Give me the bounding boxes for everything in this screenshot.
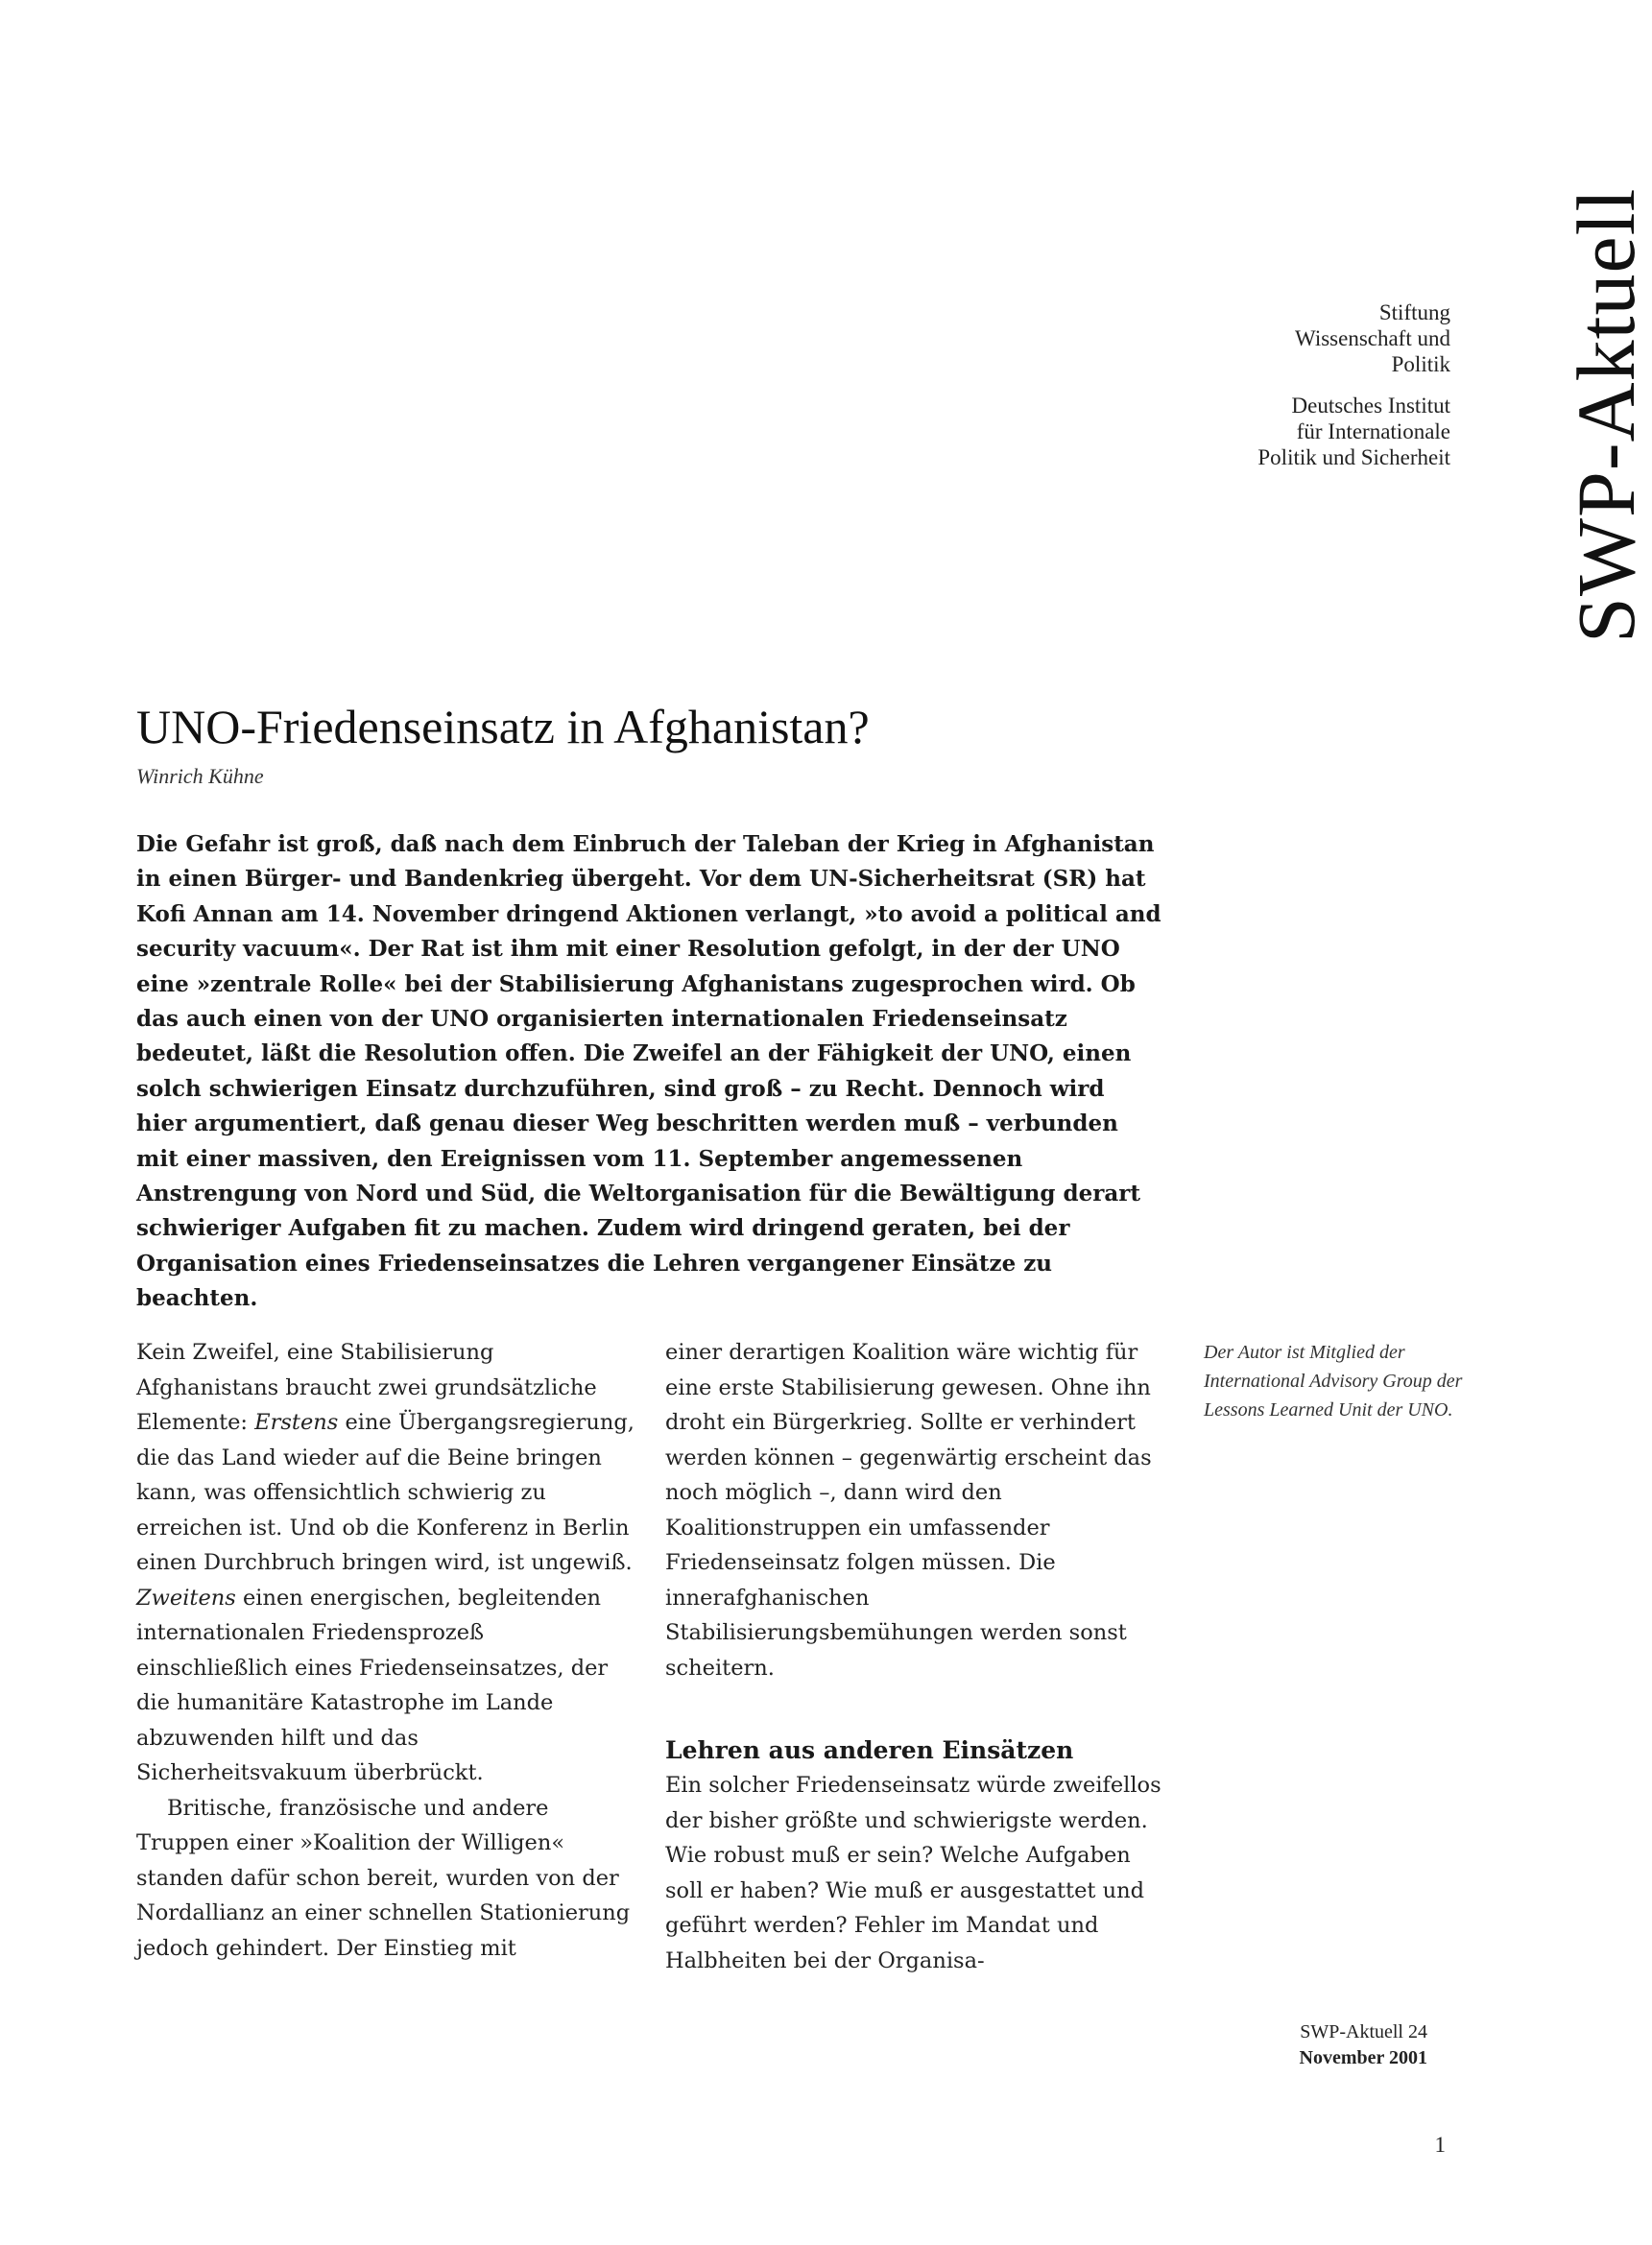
text-run: eine Übergangsregierung, die das Land wieder auf die Beine bringen kann, was offensichtlich schwierig zu erreichen ist. Und ob die Konferenz in Berlin einen Durchbruch bringen wird, ist ungewiß. <box>136 1410 634 1575</box>
section-heading: Lehren aus anderen Einsätzen <box>665 1736 1074 1764</box>
institute-line: Politik und Sicherheit <box>1257 445 1450 469</box>
series-label: SWP-Aktuell 24 <box>1300 2021 1427 2042</box>
body-paragraph: Britische, französische und andere Truppen einer »Koalition der Willigen« standen dafür schon bereit, wurden von der Nordallianz an einer schnellen Stationierung jedoch gehindert. Der Einstieg mit <box>136 1795 631 1961</box>
issue-date: November 2001 <box>1299 2047 1427 2068</box>
institute-line: Wissenschaft und <box>1295 326 1450 350</box>
page-number: 1 <box>1434 2133 1446 2157</box>
body-paragraph: einer derartigen Koalition wäre wichtig für eine erste Stabilisierung gewesen. Ohne ihn droht ein Bürgerkrieg. Sollte er verhindert werden können – gegenwärtig erscheint das noch möglich –, dann wird den Koalitionstruppen ein umfassender Friedenseinsatz folgen müssen. Die innerafghanischen Stabilisierungsbemühungen werden sonst scheitern. <box>665 1340 1152 1681</box>
text-run: Kein Zweifel, eine Stabilisierung Afghanistans braucht zwei grundsätzliche Elemente: <box>136 1340 597 1435</box>
article-title: UNO-Friedenseinsatz in Afghanistan? <box>136 700 870 753</box>
body-paragraph <box>136 1335 635 1791</box>
author-name: Winrich Kühne <box>136 764 264 788</box>
abstract: Die Gefahr ist groß, daß nach dem Einbruch der Taleban der Krieg in Afghanistan in einen Bürger- und Bandenkrieg übergeht. Vor dem UN-Sicherheitsrat (SR) hat Kofi Annan am 14. November dringend Aktionen verlangt, »to avoid a political and security vacuum«. Der Rat ist ihm mit einer Resolution gefolgt, in der der UNO eine »zentrale Rolle« bei der Stabilisierung Afghanistans zugesprochen wird. Ob das auch einen von der UNO organisierten internationalen Friedenseinsatz bedeutet, läßt die Resolution offen. Die Zweifel an der Fähigkeit der UNO, einen solch schwierigen Einsatz durchzuführen, sind groß – zu Recht. Dennoch wird hier argumentiert, daß genau dieser Weg beschritten werden muß – verbunden mit einer massiven, den Ereignissen vom 11. September angemessenen Anstrengung von Nord und Süd, die Weltorganisation für die Bewältigung derart schwieriger Aufgaben fit zu machen. Zudem wird dringend geraten, bei der Organisation eines Friedenseinsatzes die Lehren vergangener Einsätze zu beachten. <box>136 831 1161 1312</box>
emphasis: Zweitens <box>136 1585 236 1611</box>
brand-title: SWP-Aktuell <box>1560 187 1652 643</box>
author-note: Der Autor ist Mitglied der International Advisory Group der Lessons Learned Unit der UNO. <box>1204 1342 1463 1421</box>
body-paragraph: Ein solcher Friedenseinsatz würde zweifellos der bisher größte und schwierigste werden. Wie robust muß er sein? Welche Aufgaben soll er haben? Wie muß er ausgestattet und geführt werden? Fehler im Mandat und Halbheiten bei der Organisa- <box>665 1773 1161 1973</box>
institute-block <box>1257 299 1450 470</box>
institute-line: Deutsches Institut <box>1291 394 1450 418</box>
body-column-2 <box>665 1335 1164 1978</box>
text-run: einen energischen, begleitenden internationalen Friedensprozeß einschließlich eines Friedenseinsatzes, der die humanitäre Katastrophe im Lande abzuwenden hilft und das Sicherheitsvakuum überbrückt. <box>136 1585 609 1785</box>
institute-line: Politik <box>1391 352 1450 376</box>
body-column-1 <box>136 1335 635 1966</box>
emphasis: Erstens <box>254 1410 339 1435</box>
institute-line: für Internationale <box>1296 419 1450 443</box>
footer-info <box>1300 2019 1428 2071</box>
institute-line: Stiftung <box>1378 300 1450 324</box>
